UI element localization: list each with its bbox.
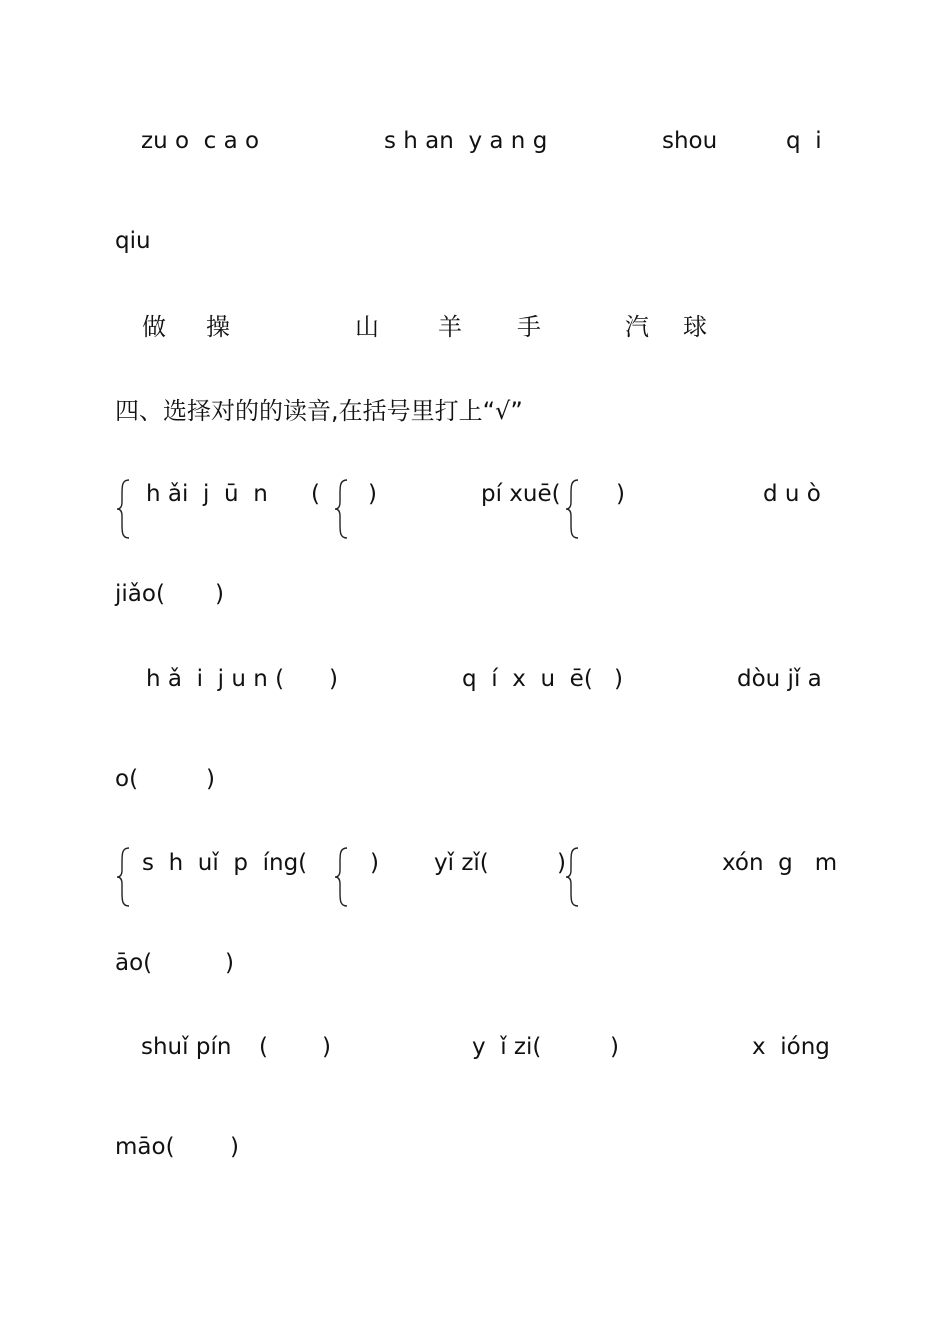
paren-close[interactable]: ) (206, 766, 215, 792)
option-doujiao-cont: o( (115, 766, 139, 792)
option-duojiao: d u ò (763, 481, 821, 507)
option-yizi: y ǐ zi( (472, 1034, 542, 1060)
char-qiu: 球 (683, 313, 707, 341)
option-xongmao-cont: āo( (115, 950, 153, 976)
brace-mid-2 (334, 846, 348, 908)
option-yizi-tone: yǐ zǐ( (434, 850, 489, 876)
char-cao: 操 (206, 313, 230, 341)
paren-close[interactable]: ) (557, 850, 566, 876)
paren-close[interactable]: ) (215, 581, 224, 607)
option-doujiao: dòu jǐ a (737, 666, 822, 692)
brace-right-2 (565, 846, 579, 908)
paren-close[interactable]: ) (225, 950, 234, 976)
char-shou: 手 (517, 313, 541, 341)
paren-close[interactable]: ) (614, 666, 623, 692)
option-xiongmao: x ióng (752, 1034, 830, 1060)
paren-close[interactable]: ) (368, 481, 377, 507)
pinyin-zuocao: zu o c a o (141, 128, 260, 154)
pinyin-shanyang: s h an y a n g (384, 128, 548, 154)
brace-right-1 (565, 478, 579, 540)
char-shan: 山 (355, 313, 379, 341)
paren-close[interactable]: ) (230, 1134, 239, 1160)
paren-open: ( (259, 1034, 268, 1060)
pinyin-qiu: qiu (115, 228, 151, 254)
paren-close[interactable]: ) (322, 1034, 331, 1060)
brace-left-1 (116, 478, 130, 540)
option-haijun-alt: h ǎ i j u n ( (146, 666, 285, 692)
section4-heading: 四、选择对的的读音,在括号里打上“√” (115, 397, 523, 425)
char-qi: 汽 (625, 313, 649, 341)
pinyin-shou: shou (662, 128, 718, 154)
option-shuiping-tone: s h uǐ p íng( (142, 850, 308, 876)
char-yang: 羊 (438, 313, 462, 341)
pinyin-qi: q i (786, 128, 822, 154)
paren-close[interactable]: ) (610, 1034, 619, 1060)
option-pixue: pí xuē( (481, 481, 561, 507)
paren-open: ( (311, 481, 320, 507)
option-shuipin: shuǐ pín (141, 1034, 232, 1060)
paren-close[interactable]: ) (616, 481, 625, 507)
paren-close[interactable]: ) (329, 666, 338, 692)
option-duojiao-cont: jiǎo( (115, 581, 165, 607)
option-qixue: q í x u ē( (462, 666, 593, 692)
option-haijun-tone: h ǎi j ū n (146, 481, 268, 507)
brace-left-2 (116, 846, 130, 908)
option-xongmao: xón g m (722, 850, 838, 876)
paren-close[interactable]: ) (370, 850, 379, 876)
option-xiongmao-cont: māo( (115, 1134, 175, 1160)
char-zuo: 做 (142, 313, 166, 341)
brace-mid-1 (334, 478, 348, 540)
